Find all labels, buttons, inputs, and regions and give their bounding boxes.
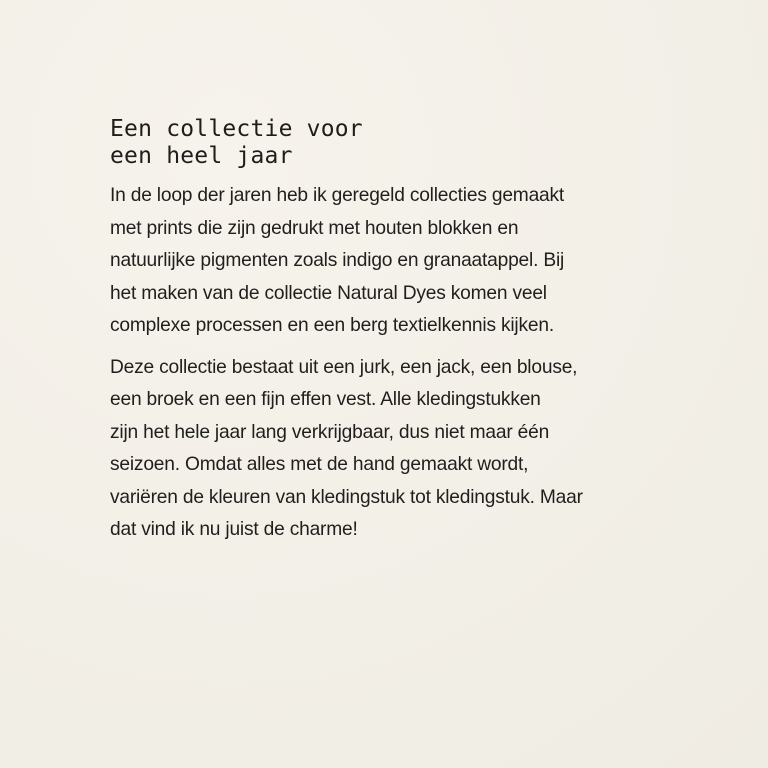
text-line: In de loop der jaren heb ik geregeld collecties gemaakt bbox=[110, 185, 565, 206]
text-line: dat vind ik nu juist de charme! bbox=[110, 519, 358, 540]
text-line: Deze collectie bestaat uit een jurk, een jack, een blouse, bbox=[110, 356, 578, 378]
text-line: complexe processen en een berg textielkennis kijken. bbox=[110, 315, 554, 336]
text-line: een broek en een fijn effen vest. Alle kledingstukken bbox=[110, 389, 541, 410]
text-line: met prints die zijn gedrukt met houten blokken en bbox=[110, 217, 519, 239]
page-title bbox=[110, 116, 650, 170]
text-line: zijn het hele jaar lang verkrijgbaar, dus niet maar één bbox=[110, 421, 550, 443]
paragraph-2 bbox=[110, 352, 650, 547]
title-line: een heel jaar bbox=[110, 143, 293, 169]
paragraph-1 bbox=[110, 180, 650, 343]
content-block bbox=[110, 116, 650, 556]
text-line: natuurlijke pigmenten zoals indigo en granaatappel. Bij bbox=[110, 250, 565, 271]
text-line: variëren de kleuren van kledingstuk tot kledingstuk. Maar bbox=[110, 486, 583, 508]
text-line: seizoen. Omdat alles met de hand gemaakt wordt, bbox=[110, 454, 529, 475]
title-line: Een collectie voor bbox=[110, 116, 363, 142]
text-line: het maken van de collectie Natural Dyes komen veel bbox=[110, 282, 547, 304]
